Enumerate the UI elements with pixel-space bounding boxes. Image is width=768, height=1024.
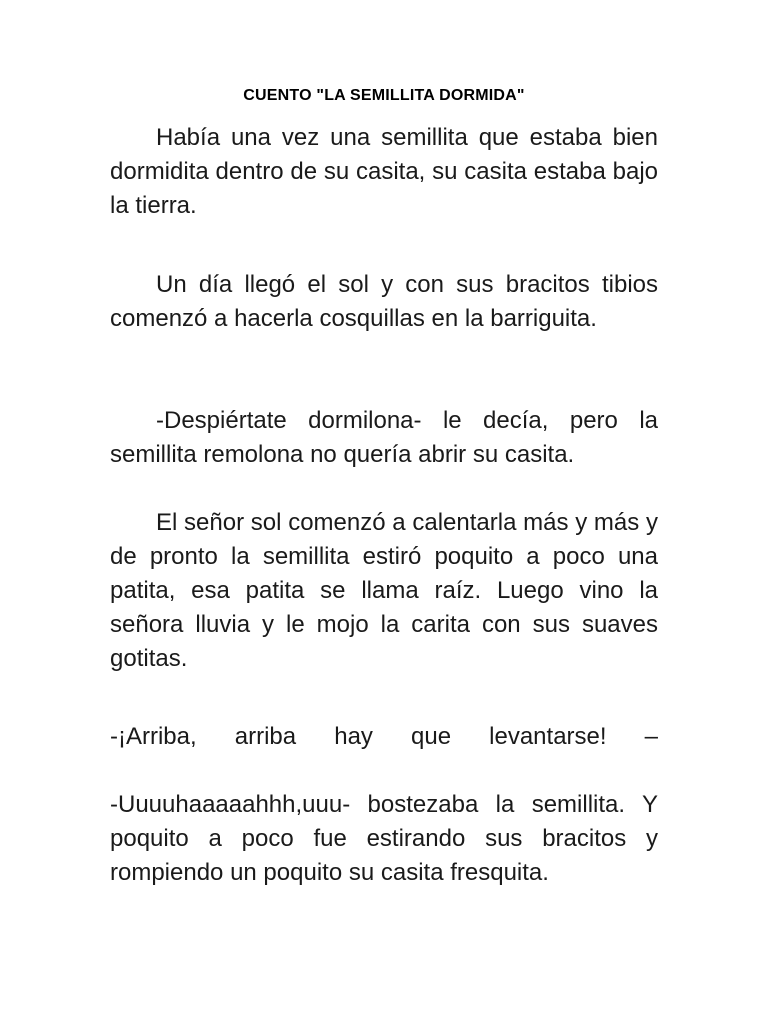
- story-title: CUENTO "LA SEMILLITA DORMIDA": [243, 87, 525, 104]
- paragraph-3: -Despiértate dormilona- le decía, pero la semillita remolona no quería abrir su casita.: [110, 407, 658, 468]
- paragraph-5: -¡Arriba, arriba hay que levantarse! –: [110, 723, 658, 750]
- paragraph-6: -Uuuuhaaaaahhh,uuu- bostezaba la semillita. Y poquito a poco fue estirando sus bracitos y rompiendo un poquito su casita fresquita.: [110, 791, 658, 886]
- paragraph-2: Un día llegó el sol y con sus bracitos tibios comenzó a hacerla cosquillas en la barriguita.: [110, 271, 658, 332]
- paragraph-1: Había una vez una semillita que estaba bien dormidita dentro de su casita, su casita estaba bajo la tierra.: [110, 124, 658, 219]
- paragraph-4: El señor sol comenzó a calentarla más y más y de pronto la semillita estiró poquito a poco una patita, esa patita se llama raíz. Luego vino la señora lluvia y le mojo la carita con sus suaves gotitas.: [110, 509, 658, 672]
